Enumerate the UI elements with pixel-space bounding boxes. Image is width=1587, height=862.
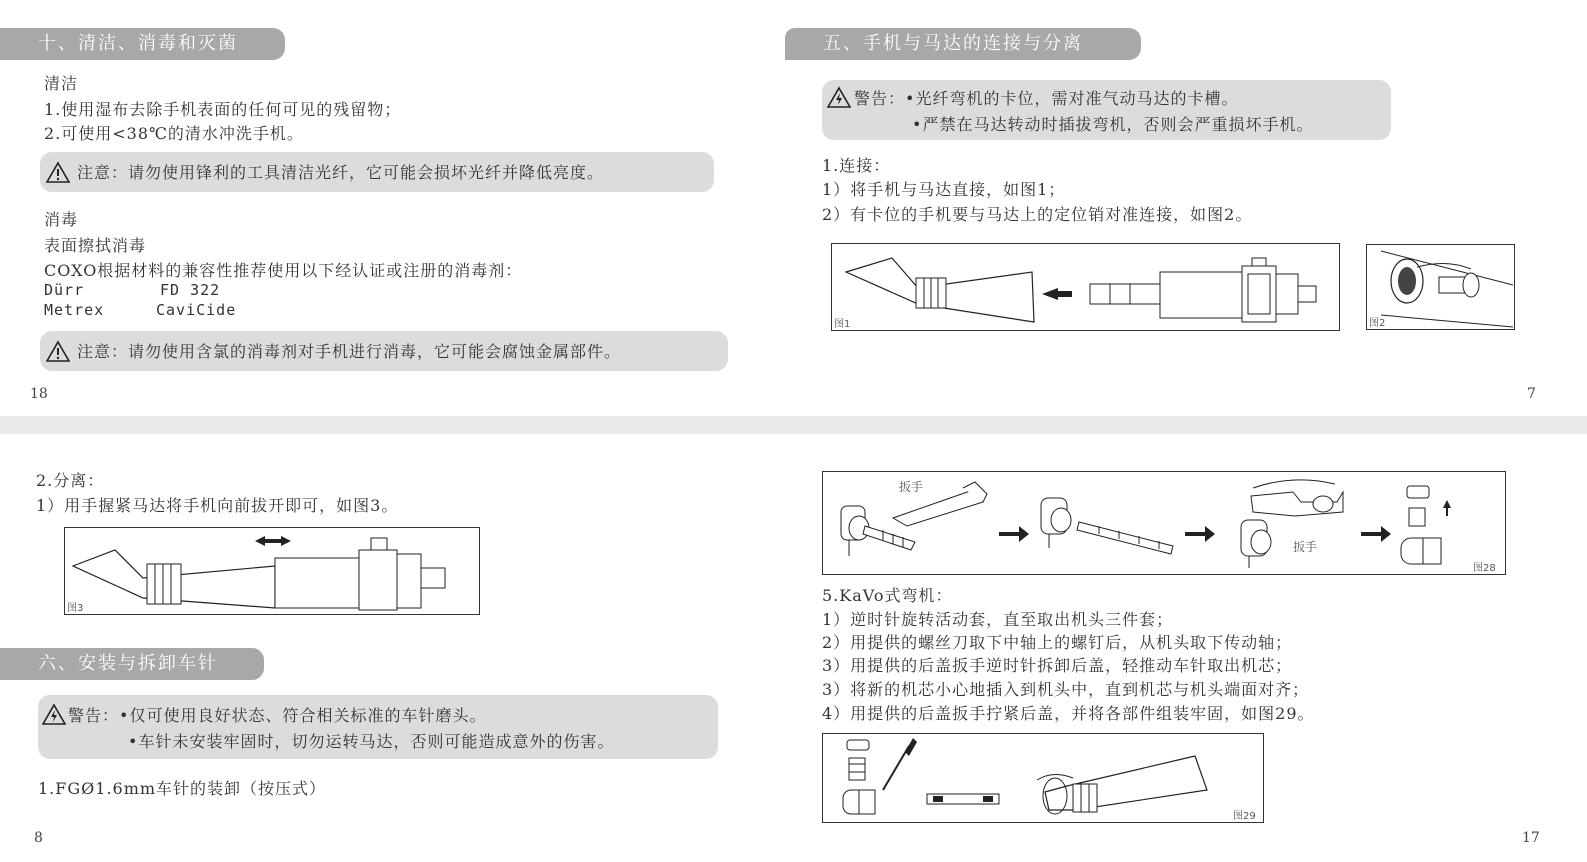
note-box-fiber [40, 152, 714, 192]
wrench-label-1: 扳手 [899, 480, 924, 494]
page-divider [0, 416, 1587, 434]
section-heading-connection: 五、手机与马达的连接与分离 [785, 28, 1141, 60]
warning-line-2: •严禁在马达转动时插拔弯机，否则会严重损坏手机。 [912, 115, 1314, 134]
warning-box-bur [38, 695, 718, 759]
kavo-item-4: 3）将新的机芯小心地插入到机头中，直到机芯与机头端面对齐； [822, 680, 1310, 699]
locating-pin-drawing [1367, 245, 1514, 329]
figure-1-label: 图1 [834, 319, 851, 330]
connect-item-2: 2）有卡位的手机要与马达上的定位销对准连接，如图2。 [822, 205, 1253, 224]
bur-warning-line-2: •车针未安装牢固时，切勿运转马达，否则可能造成意外的伤害。 [128, 732, 615, 751]
disassembly-sequence-drawing [823, 472, 1505, 574]
disinfectant-brand-2: Metrex [44, 301, 105, 319]
disinfectant-brand-1: Dürr [44, 281, 85, 299]
separate-title: 2.分离： [36, 471, 105, 490]
cleaning-title: 清洁 [44, 74, 79, 93]
disinfectant-product-1: FD 322 [160, 281, 221, 299]
connect-title: 1.连接： [822, 156, 891, 175]
warning-triangle-icon [46, 161, 70, 183]
figure-29-parts [822, 733, 1264, 823]
kavo-item-5: 4）用提供的后盖扳手拧紧后盖，并将各部件组装牢固，如图29。 [822, 704, 1315, 723]
figure-2-locating-pin [1366, 244, 1515, 330]
bur-warning-line-1: 警告：•仅可使用良好状态、符合相关标准的车针磨头。 [68, 706, 487, 725]
warning-triangle-icon [42, 703, 66, 725]
note-box-chlorine [40, 331, 728, 371]
figure-29-label: 图29 [1233, 811, 1256, 822]
warning-box-connection [822, 80, 1391, 140]
kavo-title: 5.KaVo式弯机： [822, 586, 953, 605]
kavo-item-3: 3）用提供的后盖扳手逆时针拆卸后盖，轻推动车针取出机芯； [822, 656, 1293, 675]
figure-2-label: 图2 [1369, 318, 1386, 329]
cleaning-item-1: 1.使用湿布去除手机表面的任何可见的残留物； [44, 100, 402, 119]
section-heading-bur: 六、安装与拆卸车针 [0, 648, 264, 680]
warning-line-1: 警告：•光纤弯机的卡位，需对准气动马达的卡槽。 [854, 89, 1239, 108]
cleaning-item-2: 2.可使用<38℃的清水冲洗手机。 [44, 124, 304, 143]
warning-triangle-icon [827, 86, 851, 108]
figure-1-handpiece-motor [831, 243, 1340, 331]
figure-3-separation [64, 527, 480, 615]
fg-bur-title: 1.FGØ1.6mm车针的装卸（按压式） [38, 779, 327, 798]
page-number-7: 7 [1527, 386, 1536, 402]
page-number-18: 18 [30, 386, 48, 402]
separation-drawing [65, 528, 479, 614]
kavo-item-1: 1）逆时针旋转活动套，直至取出机头三件套； [822, 610, 1174, 629]
figure-3-label: 图3 [67, 603, 84, 614]
surface-wipe-title: 表面擦拭消毒 [44, 236, 147, 255]
section-heading-cleaning: 十、清洁、消毒和灭菌 [0, 28, 285, 60]
note-chlorine-text: 注意：请勿使用含氯的消毒剂对手机进行消毒，它可能会腐蚀金属部件。 [77, 342, 622, 361]
page-number-8: 8 [34, 830, 43, 846]
disinfectant-product-2: CaviCide [156, 301, 237, 319]
warning-triangle-icon [46, 340, 70, 362]
kavo-item-2: 2）用提供的螺丝刀取下中轴上的螺钉后，从机头取下传动轴； [822, 633, 1293, 652]
kavo-parts-drawing [823, 734, 1263, 822]
wrench-label-2: 扳手 [1293, 540, 1318, 554]
page-number-17: 17 [1522, 830, 1540, 846]
figure-28-label: 图28 [1473, 563, 1496, 574]
separate-item-1: 1）用手握紧马达将手机向前拔开即可，如图3。 [36, 496, 399, 515]
connect-item-1: 1）将手机与马达直接，如图1； [822, 180, 1066, 199]
figure-28-disassembly [822, 471, 1506, 575]
handpiece-motor-drawing [832, 244, 1339, 330]
note-fiber-text: 注意：请勿使用锋利的工具清洁光纤，它可能会损坏光纤并降低亮度。 [77, 163, 605, 182]
disinfect-title: 消毒 [44, 210, 79, 229]
recommend-text: COXO根据材料的兼容性推荐使用以下经认证或注册的消毒剂： [44, 261, 523, 280]
